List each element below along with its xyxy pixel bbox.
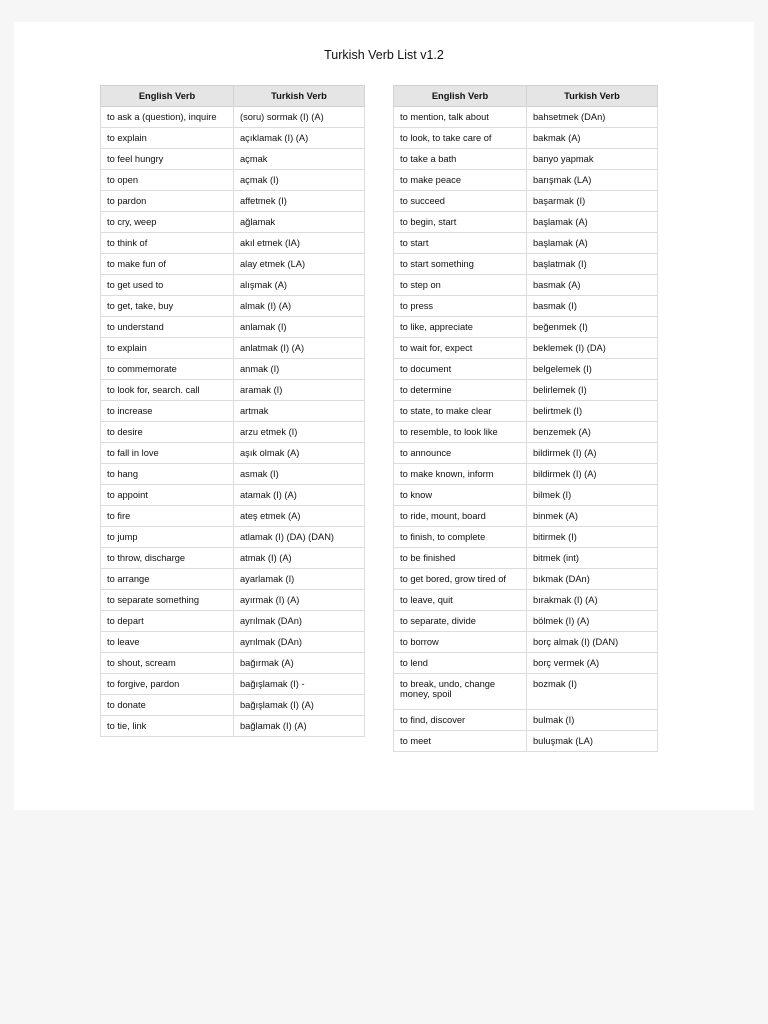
turkish-verb-cell: açmak (I): [234, 170, 365, 191]
table-row: [394, 380, 658, 401]
table-row: [101, 653, 365, 674]
english-verb-cell: to ask a (question), inquire: [101, 107, 234, 128]
english-verb-cell: to break, undo, change money, spoil: [394, 674, 527, 710]
table-row: [101, 716, 365, 737]
english-verb-cell: to state, to make clear: [394, 401, 527, 422]
english-verb-cell: to wait for, expect: [394, 338, 527, 359]
turkish-verb-cell: affetmek (I): [234, 191, 365, 212]
table-row: [101, 170, 365, 191]
table-row: [394, 212, 658, 233]
table-header-row: [101, 86, 365, 107]
turkish-verb-cell: bildirmek (I) (A): [527, 443, 658, 464]
turkish-verb-cell: ağlamak: [234, 212, 365, 233]
english-verb-cell: to appoint: [101, 485, 234, 506]
turkish-verb-cell: beğenmek (I): [527, 317, 658, 338]
english-verb-cell: to throw, discharge: [101, 548, 234, 569]
table-row: [101, 275, 365, 296]
english-verb-cell: to think of: [101, 233, 234, 254]
english-verb-cell: to separate something: [101, 590, 234, 611]
table-row: [394, 710, 658, 731]
english-verb-cell: to begin, start: [394, 212, 527, 233]
turkish-verb-cell: bölmek (I) (A): [527, 611, 658, 632]
column-header-turkish: Turkish Verb: [527, 86, 658, 107]
english-verb-cell: to shout, scream: [101, 653, 234, 674]
turkish-verb-cell: belirtmek (I): [527, 401, 658, 422]
english-verb-cell: to succeed: [394, 191, 527, 212]
table-row: [394, 275, 658, 296]
english-verb-cell: to leave: [101, 632, 234, 653]
turkish-verb-cell: atmak (I) (A): [234, 548, 365, 569]
table-row: [101, 254, 365, 275]
table-row: [101, 212, 365, 233]
turkish-verb-cell: ayarlamak (I): [234, 569, 365, 590]
table-row: [394, 317, 658, 338]
table-row: [101, 422, 365, 443]
table-row: [101, 401, 365, 422]
turkish-verb-cell: ayırmak (I) (A): [234, 590, 365, 611]
english-verb-cell: to find, discover: [394, 710, 527, 731]
turkish-verb-cell: bahsetmek (DAn): [527, 107, 658, 128]
english-verb-cell: to open: [101, 170, 234, 191]
table-row: [394, 128, 658, 149]
english-verb-cell: to fire: [101, 506, 234, 527]
column-header-english: English Verb: [394, 86, 527, 107]
table-row: [394, 359, 658, 380]
turkish-verb-cell: banyo yapmak: [527, 149, 658, 170]
table-row: [101, 128, 365, 149]
table-row: [101, 233, 365, 254]
english-verb-cell: to know: [394, 485, 527, 506]
turkish-verb-cell: aramak (I): [234, 380, 365, 401]
turkish-verb-cell: başlamak (A): [527, 233, 658, 254]
turkish-verb-cell: alay etmek (LA): [234, 254, 365, 275]
english-verb-cell: to pardon: [101, 191, 234, 212]
turkish-verb-cell: atamak (I) (A): [234, 485, 365, 506]
english-verb-cell: to desire: [101, 422, 234, 443]
table-row: [394, 254, 658, 275]
english-verb-cell: to fall in love: [101, 443, 234, 464]
table-row: [101, 338, 365, 359]
english-verb-cell: to lend: [394, 653, 527, 674]
column-header-turkish: Turkish Verb: [234, 86, 365, 107]
english-verb-cell: to leave, quit: [394, 590, 527, 611]
english-verb-cell: to forgive, pardon: [101, 674, 234, 695]
turkish-verb-cell: binmek (A): [527, 506, 658, 527]
table-row: [394, 401, 658, 422]
table-row: [101, 695, 365, 716]
turkish-verb-cell: basmak (A): [527, 275, 658, 296]
turkish-verb-cell: bitirmek (I): [527, 527, 658, 548]
english-verb-cell: to document: [394, 359, 527, 380]
turkish-verb-cell: açmak: [234, 149, 365, 170]
document-title: Turkish Verb List v1.2: [324, 48, 444, 62]
table-row: [101, 443, 365, 464]
english-verb-cell: to be finished: [394, 548, 527, 569]
english-verb-cell: to explain: [101, 128, 234, 149]
english-verb-cell: to look, to take care of: [394, 128, 527, 149]
table-row: [394, 506, 658, 527]
turkish-verb-cell: ateş etmek (A): [234, 506, 365, 527]
table-row: [101, 380, 365, 401]
turkish-verb-cell: akıl etmek (IA): [234, 233, 365, 254]
turkish-verb-cell: aşık olmak (A): [234, 443, 365, 464]
table-row: [394, 191, 658, 212]
table-row: [101, 632, 365, 653]
table-row: [101, 464, 365, 485]
turkish-verb-cell: bağlamak (I) (A): [234, 716, 365, 737]
table-row: [394, 653, 658, 674]
turkish-verb-cell: artmak: [234, 401, 365, 422]
table-row: [394, 674, 658, 710]
english-verb-cell: to feel hungry: [101, 149, 234, 170]
table-row: [394, 338, 658, 359]
english-verb-cell: to start something: [394, 254, 527, 275]
english-verb-cell: to jump: [101, 527, 234, 548]
turkish-verb-cell: borç almak (I) (DAN): [527, 632, 658, 653]
turkish-verb-cell: bitmek (int): [527, 548, 658, 569]
table-row: [101, 485, 365, 506]
english-verb-cell: to take a bath: [394, 149, 527, 170]
turkish-verb-cell: bakmak (A): [527, 128, 658, 149]
english-verb-cell: to ride, mount, board: [394, 506, 527, 527]
turkish-verb-cell: almak (I) (A): [234, 296, 365, 317]
english-verb-cell: to determine: [394, 380, 527, 401]
english-verb-cell: to get used to: [101, 275, 234, 296]
english-verb-cell: to resemble, to look like: [394, 422, 527, 443]
table-row: [101, 317, 365, 338]
turkish-verb-cell: anmak (I): [234, 359, 365, 380]
table-row: [101, 359, 365, 380]
verb-table-right: [393, 85, 658, 752]
turkish-verb-cell: bıkmak (DAn): [527, 569, 658, 590]
turkish-verb-cell: ayrılmak (DAn): [234, 611, 365, 632]
turkish-verb-cell: belgelemek (I): [527, 359, 658, 380]
turkish-verb-cell: bırakmak (I) (A): [527, 590, 658, 611]
table-header-row: [394, 86, 658, 107]
turkish-verb-cell: bilmek (I): [527, 485, 658, 506]
turkish-verb-cell: arzu etmek (I): [234, 422, 365, 443]
english-verb-cell: to increase: [101, 401, 234, 422]
english-verb-cell: to arrange: [101, 569, 234, 590]
turkish-verb-cell: bulmak (I): [527, 710, 658, 731]
english-verb-cell: to hang: [101, 464, 234, 485]
turkish-verb-cell: asmak (I): [234, 464, 365, 485]
table-row: [394, 107, 658, 128]
table-row: [394, 296, 658, 317]
english-verb-cell: to understand: [101, 317, 234, 338]
table-row: [394, 170, 658, 191]
column-header-english: English Verb: [101, 86, 234, 107]
english-verb-cell: to press: [394, 296, 527, 317]
table-row: [394, 464, 658, 485]
table-row: [394, 731, 658, 752]
table-row: [101, 674, 365, 695]
english-verb-cell: to look for, search. call: [101, 380, 234, 401]
turkish-verb-cell: beklemek (I) (DA): [527, 338, 658, 359]
turkish-verb-cell: bozmak (I): [527, 674, 658, 710]
english-verb-cell: to like, appreciate: [394, 317, 527, 338]
table-row: [394, 632, 658, 653]
table-row: [394, 233, 658, 254]
table-row: [101, 296, 365, 317]
english-verb-cell: to depart: [101, 611, 234, 632]
english-verb-cell: to announce: [394, 443, 527, 464]
turkish-verb-cell: alışmak (A): [234, 275, 365, 296]
table-row: [394, 422, 658, 443]
english-verb-cell: to step on: [394, 275, 527, 296]
table-row: [394, 527, 658, 548]
turkish-verb-cell: ayrılmak (DAn): [234, 632, 365, 653]
english-verb-cell: to start: [394, 233, 527, 254]
turkish-verb-cell: atlamak (I) (DA) (DAN): [234, 527, 365, 548]
turkish-verb-cell: başarmak (I): [527, 191, 658, 212]
english-verb-cell: to cry, weep: [101, 212, 234, 233]
turkish-verb-cell: bağışlamak (I) -: [234, 674, 365, 695]
table-row: [101, 149, 365, 170]
turkish-verb-cell: bildirmek (I) (A): [527, 464, 658, 485]
table-row: [101, 590, 365, 611]
table-row: [101, 527, 365, 548]
english-verb-cell: to mention, talk about: [394, 107, 527, 128]
english-verb-cell: to make known, inform: [394, 464, 527, 485]
english-verb-cell: to make peace: [394, 170, 527, 191]
english-verb-cell: to get bored, grow tired of: [394, 569, 527, 590]
table-row: [101, 191, 365, 212]
table-row: [101, 548, 365, 569]
turkish-verb-cell: başlamak (A): [527, 212, 658, 233]
turkish-verb-cell: belirlemek (I): [527, 380, 658, 401]
turkish-verb-cell: bağırmak (A): [234, 653, 365, 674]
turkish-verb-cell: buluşmak (LA): [527, 731, 658, 752]
table-row: [101, 569, 365, 590]
turkish-verb-cell: benzemek (A): [527, 422, 658, 443]
turkish-verb-cell: başlatmak (I): [527, 254, 658, 275]
table-row: [394, 149, 658, 170]
turkish-verb-cell: anlamak (I): [234, 317, 365, 338]
table-row: [394, 590, 658, 611]
english-verb-cell: to meet: [394, 731, 527, 752]
english-verb-cell: to tie, link: [101, 716, 234, 737]
table-row: [394, 443, 658, 464]
turkish-verb-cell: (soru) sormak (I) (A): [234, 107, 365, 128]
turkish-verb-cell: anlatmak (I) (A): [234, 338, 365, 359]
english-verb-cell: to donate: [101, 695, 234, 716]
table-row: [394, 548, 658, 569]
table-row: [101, 107, 365, 128]
english-verb-cell: to finish, to complete: [394, 527, 527, 548]
english-verb-cell: to separate, divide: [394, 611, 527, 632]
turkish-verb-cell: borç vermek (A): [527, 653, 658, 674]
english-verb-cell: to explain: [101, 338, 234, 359]
english-verb-cell: to borrow: [394, 632, 527, 653]
english-verb-cell: to commemorate: [101, 359, 234, 380]
english-verb-cell: to get, take, buy: [101, 296, 234, 317]
table-row: [394, 611, 658, 632]
table-row: [394, 485, 658, 506]
turkish-verb-cell: basmak (I): [527, 296, 658, 317]
turkish-verb-cell: açıklamak (I) (A): [234, 128, 365, 149]
table-row: [101, 506, 365, 527]
english-verb-cell: to make fun of: [101, 254, 234, 275]
table-row: [394, 569, 658, 590]
table-row: [101, 611, 365, 632]
verb-table-left: [100, 85, 365, 737]
turkish-verb-cell: barışmak (LA): [527, 170, 658, 191]
turkish-verb-cell: bağışlamak (I) (A): [234, 695, 365, 716]
